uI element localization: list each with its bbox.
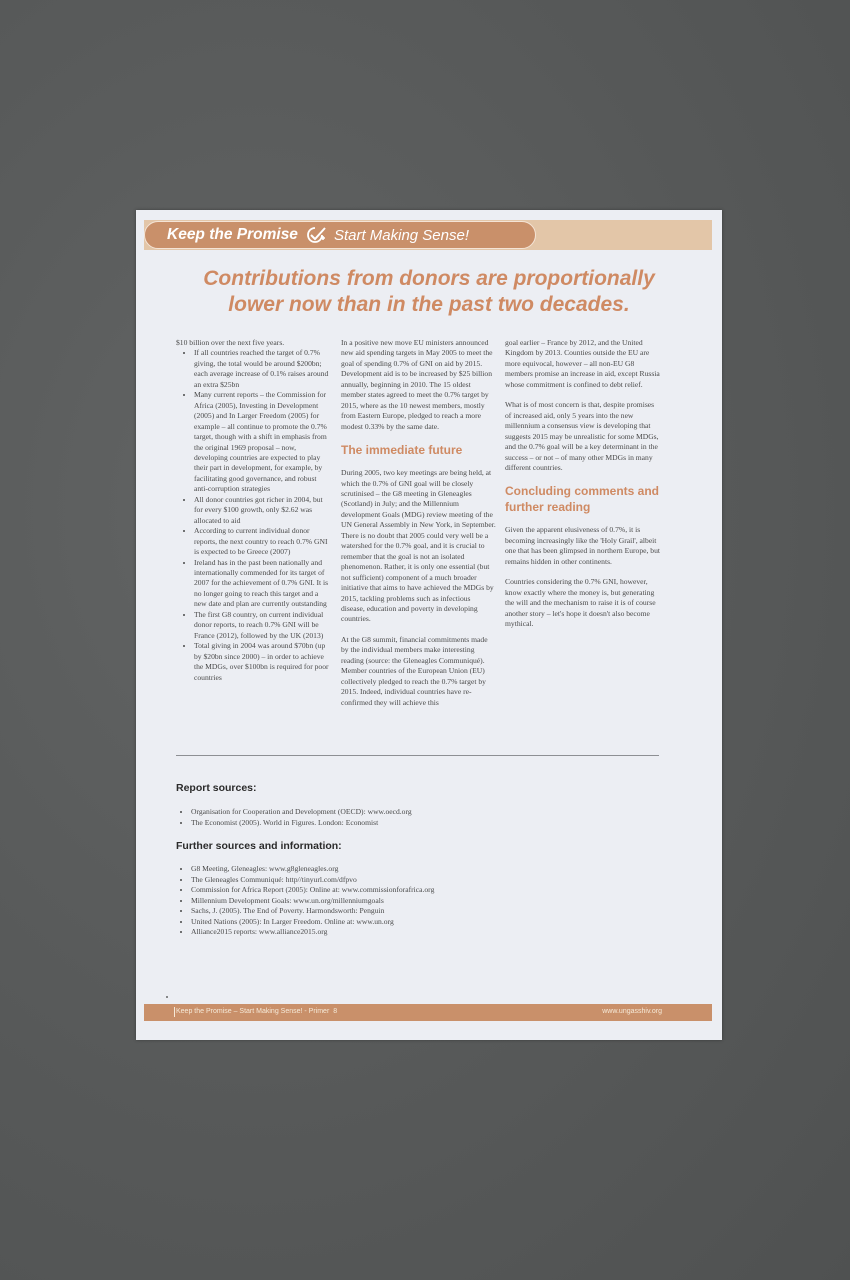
paragraph: goal earlier – France by 2012, and the United Kingdom by 2013. Counties outside the EU are more equivocal, however – all non-EU G8 members promise an increase in aid, except Russia whose commitment is confined to debt relief.	[505, 338, 660, 389]
paragraph: Countries considering the 0.7% GNI, however, know exactly where the money is, but generating the will and the mechanism to raise it is of course another story – let's hope it doesn't also become mythical.	[505, 577, 656, 629]
list-item: • The Gleneagles Communiqué: http//tinyurl.com/dfpvo	[191, 875, 434, 886]
banner-subtitle: Start Making Sense!	[333, 226, 470, 244]
text-column-2	[341, 338, 496, 718]
headline-line-1: Contributions from donors are proportionally	[203, 267, 655, 290]
text-column-1	[176, 338, 331, 683]
print-mark	[166, 996, 168, 998]
list-item: • The first G8 country, on current individual donor reports, to reach 0.7% GNI will be France (2012), followed by the UK (2013)	[194, 610, 331, 641]
paragraph: What is of most concern is that, despite promises of increased aid, only 5 years into the new millennium a consensus view is developing that suggests 2015 may be unrealistic for some MDGs, and the 0.7% goal will be a key determinant in the success – or not – of many other MDGs in many different countries.	[505, 400, 659, 472]
paragraph: During 2005, two key meetings are being held, at which the 0.7% of GNI goal will be closely scrutinised – the G8 meeting in Gleneagles (Scotland) in July; and the Millennium development Goals (MDG) review meeting of the UN General Assembly in New York, in September. There is no doubt that 2005 could very well be a watershed for the 0.7% goal, and it is crucial to remember that the goal is not an isolated phenomenon. Rather, it is only one essential (but not sufficient) component of a much broader initiative that aims to have achieved the MDGs by 2015, tackling problems such as infectious disease, education and poverty in developing countries.	[341, 468, 496, 624]
list-item: • According to current individual donor reports, the next country to reach 0.7% GNI is expected to be Greece (2007)	[194, 526, 331, 557]
section-heading: Concluding comments and further reading	[505, 484, 660, 515]
footer-separator	[174, 1007, 175, 1017]
headline-line-2: lower now than in the past two decades.	[228, 293, 630, 316]
page-headline	[156, 266, 702, 318]
report-sources-heading: Report sources:	[176, 782, 257, 794]
further-sources-heading: Further sources and information:	[176, 840, 342, 852]
list-item: • Organisation for Cooperation and Development (OECD): www.oecd.org	[191, 807, 412, 818]
bullet-list	[176, 348, 331, 683]
list-item: • Alliance2015 reports: www.alliance2015.org	[191, 927, 434, 938]
list-item: • Ireland has in the past been nationally and internationally commended for its target of 2007 for the achievement of 0.7% GNI. It is no longer going to reach this target and a new date and plan are currently outstanding	[194, 558, 331, 610]
further-sources-list	[176, 864, 434, 938]
report-sources-list	[176, 807, 412, 828]
paragraph: $10 billion over the next five years.	[176, 338, 285, 347]
section-heading: The immediate future	[341, 443, 463, 458]
check-mark-icon	[306, 226, 328, 244]
list-item: • Millennium Development Goals: www.un.org/millenniumgoals	[191, 896, 434, 907]
list-item: • Commission for Africa Report (2005): Online at: www.commissionforafrica.org	[191, 885, 434, 896]
list-item: • Sachs, J. (2005). The End of Poverty. Harmondsworth: Penguin	[191, 906, 434, 917]
list-item: • G8 Meeting, Gleneagles: www.g8gleneagles.org	[191, 864, 434, 875]
list-item: • If all countries reached the target of 0.7% giving, the total would be around $200bn; each average increase of 0.1% raises around an extra $25bn	[194, 348, 331, 390]
campaign-banner	[144, 221, 536, 249]
footer-website: www.ungasshiv.org	[602, 1008, 662, 1015]
footer-title-text: Keep the Promise – Start Making Sense! - Primer	[176, 1008, 330, 1015]
list-item: • The Economist (2005). World in Figures. London: Economist	[191, 818, 412, 829]
section-divider	[176, 755, 659, 756]
paragraph: At the G8 summit, financial commitments made by the individual members make interesting reading (source: the Gleneagles Communiqué). Member countries of the European Union (EU) collectively pledged to reach the 0.7% target by 2015. Indeed, individual countries have re-confirmed they will achieve this	[341, 634, 488, 707]
footer-title	[176, 1008, 337, 1015]
page-number: 8	[333, 1008, 338, 1015]
banner-title: Keep the Promise	[167, 226, 298, 243]
footer-band	[144, 1004, 712, 1021]
text-column-3	[505, 338, 660, 640]
list-item: • Total giving in 2004 was around $70bn (up by $20bn since 2000) – in order to achieve the MDGs, over $100bn is required for poor countries	[194, 641, 331, 683]
paragraph: Given the apparent elusiveness of 0.7%, it is becoming increasingly like the 'Holy Grail', albeit one that has been glimpsed in northern Europe, but remains hidden in other continents.	[505, 525, 661, 566]
paragraph: In a positive new move EU ministers announced new aid spending targets in May 2005 to meet the goal of spending 0.7% of GNI on aid by 2015. Development aid is to be increased by $25 billion annually, beginning in 2010. The 15 oldest member states agreed to meet the 0.7% target by 2015, where as the 10 newest members, mostly from Eastern Europe, pledged to reach a more modest 0.33% by the same date.	[341, 338, 493, 431]
list-item: • All donor countries got richer in 2004, but for every $100 growth, only $2.62 was allocated to aid	[194, 495, 331, 526]
list-item: • United Nations (2005): In Larger Freedom. Online at: www.un.org	[191, 917, 434, 928]
document-page	[136, 210, 722, 1040]
list-item: • Many current reports – the Commission for Africa (2005), Investing in Development (2005) and In Larger Freedom (2005) for example – all continue to promote the 0.7% target, though with a shift in emphasis from the original 1969 proposal – now, developing countries are expected to play their part in development, for example, by facilitating good governance, and robust anti-corruption strategies	[194, 390, 331, 495]
